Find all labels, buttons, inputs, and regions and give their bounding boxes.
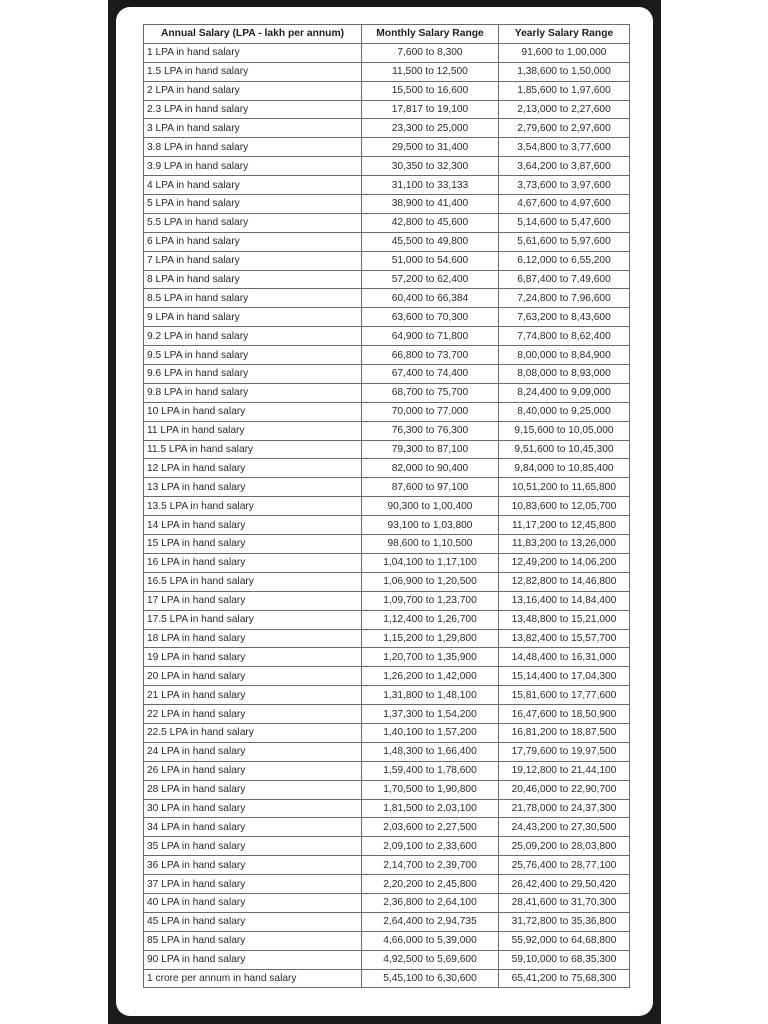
yearly-range-cell: 13,82,400 to 15,57,700 bbox=[499, 629, 630, 648]
monthly-range-cell: 2,20,200 to 2,45,800 bbox=[362, 875, 499, 894]
yearly-range-cell: 91,600 to 1,00,000 bbox=[499, 43, 630, 62]
table-row bbox=[144, 402, 630, 421]
monthly-range-cell: 67,400 to 74,400 bbox=[362, 365, 499, 384]
table-row bbox=[144, 780, 630, 799]
table-row bbox=[144, 705, 630, 724]
monthly-range-cell: 98,600 to 1,10,500 bbox=[362, 535, 499, 554]
monthly-range-cell: 1,81,500 to 2,03,100 bbox=[362, 799, 499, 818]
monthly-range-cell: 60,400 to 66,384 bbox=[362, 289, 499, 308]
table-row bbox=[144, 818, 630, 837]
annual-salary-cell: 40 LPA in hand salary bbox=[144, 893, 362, 912]
monthly-range-cell: 1,09,700 to 1,23,700 bbox=[362, 591, 499, 610]
yearly-range-cell: 16,81,200 to 18,87,500 bbox=[499, 723, 630, 742]
monthly-range-cell: 2,36,800 to 2,64,100 bbox=[362, 893, 499, 912]
table-row bbox=[144, 667, 630, 686]
annual-salary-cell: 85 LPA in hand salary bbox=[144, 931, 362, 950]
yearly-range-cell: 9,84,000 to 10,85,400 bbox=[499, 459, 630, 478]
monthly-range-cell: 1,20,700 to 1,35,900 bbox=[362, 648, 499, 667]
yearly-range-cell: 16,47,600 to 18,50,900 bbox=[499, 705, 630, 724]
yearly-range-cell: 7,63,200 to 8,43,600 bbox=[499, 308, 630, 327]
monthly-range-cell: 1,70,500 to 1,90,800 bbox=[362, 780, 499, 799]
monthly-range-cell: 79,300 to 87,100 bbox=[362, 440, 499, 459]
table-row bbox=[144, 62, 630, 81]
monthly-range-cell: 93,100 to 1,03,800 bbox=[362, 516, 499, 535]
yearly-range-cell: 11,83,200 to 13,26,000 bbox=[499, 535, 630, 554]
monthly-range-cell: 82,000 to 90,400 bbox=[362, 459, 499, 478]
annual-salary-cell: 18 LPA in hand salary bbox=[144, 629, 362, 648]
table-row bbox=[144, 157, 630, 176]
annual-salary-cell: 34 LPA in hand salary bbox=[144, 818, 362, 837]
annual-salary-cell: 11.5 LPA in hand salary bbox=[144, 440, 362, 459]
table-row bbox=[144, 365, 630, 384]
table-row bbox=[144, 119, 630, 138]
annual-salary-cell: 26 LPA in hand salary bbox=[144, 761, 362, 780]
annual-salary-cell: 1 LPA in hand salary bbox=[144, 43, 362, 62]
annual-salary-cell: 5.5 LPA in hand salary bbox=[144, 213, 362, 232]
yearly-range-cell: 7,74,800 to 8,62,400 bbox=[499, 327, 630, 346]
table-row bbox=[144, 478, 630, 497]
monthly-range-cell: 87,600 to 97,100 bbox=[362, 478, 499, 497]
monthly-range-cell: 63,600 to 70,300 bbox=[362, 308, 499, 327]
table-row bbox=[144, 421, 630, 440]
annual-salary-cell: 16.5 LPA in hand salary bbox=[144, 572, 362, 591]
monthly-range-cell: 1,12,400 to 1,26,700 bbox=[362, 610, 499, 629]
salary-table bbox=[143, 24, 630, 988]
table-row bbox=[144, 43, 630, 62]
table-row bbox=[144, 346, 630, 365]
monthly-range-cell: 1,37,300 to 1,54,200 bbox=[362, 705, 499, 724]
yearly-range-cell: 5,14,600 to 5,47,600 bbox=[499, 213, 630, 232]
annual-salary-cell: 17 LPA in hand salary bbox=[144, 591, 362, 610]
table-row bbox=[144, 176, 630, 195]
annual-salary-cell: 13 LPA in hand salary bbox=[144, 478, 362, 497]
header-row bbox=[144, 25, 630, 44]
table-row bbox=[144, 289, 630, 308]
monthly-range-cell: 57,200 to 62,400 bbox=[362, 270, 499, 289]
monthly-range-cell: 2,09,100 to 2,33,600 bbox=[362, 837, 499, 856]
yearly-range-cell: 5,61,600 to 5,97,600 bbox=[499, 232, 630, 251]
annual-salary-cell: 5 LPA in hand salary bbox=[144, 195, 362, 214]
annual-salary-cell: 20 LPA in hand salary bbox=[144, 667, 362, 686]
yearly-range-cell: 10,83,600 to 12,05,700 bbox=[499, 497, 630, 516]
monthly-range-cell: 1,06,900 to 1,20,500 bbox=[362, 572, 499, 591]
monthly-range-cell: 2,03,600 to 2,27,500 bbox=[362, 818, 499, 837]
yearly-range-cell: 21,78,000 to 24,37,300 bbox=[499, 799, 630, 818]
yearly-range-cell: 8,40,000 to 9,25,000 bbox=[499, 402, 630, 421]
table-row bbox=[144, 383, 630, 402]
monthly-range-cell: 70,000 to 77,000 bbox=[362, 402, 499, 421]
annual-salary-cell: 19 LPA in hand salary bbox=[144, 648, 362, 667]
yearly-range-cell: 65,41,200 to 75,68,300 bbox=[499, 969, 630, 988]
annual-salary-cell: 2 LPA in hand salary bbox=[144, 81, 362, 100]
table-row bbox=[144, 553, 630, 572]
table-row bbox=[144, 912, 630, 931]
annual-salary-cell: 36 LPA in hand salary bbox=[144, 856, 362, 875]
annual-salary-cell: 16 LPA in hand salary bbox=[144, 553, 362, 572]
table-row bbox=[144, 856, 630, 875]
yearly-range-cell: 6,12,000 to 6,55,200 bbox=[499, 251, 630, 270]
left-margin bbox=[0, 0, 108, 1024]
annual-salary-cell: 8 LPA in hand salary bbox=[144, 270, 362, 289]
annual-salary-cell: 45 LPA in hand salary bbox=[144, 912, 362, 931]
annual-salary-cell: 90 LPA in hand salary bbox=[144, 950, 362, 969]
annual-salary-cell: 3.9 LPA in hand salary bbox=[144, 157, 362, 176]
table-row bbox=[144, 251, 630, 270]
table-row bbox=[144, 440, 630, 459]
yearly-range-cell: 3,54,800 to 3,77,600 bbox=[499, 138, 630, 157]
monthly-range-cell: 30,350 to 32,300 bbox=[362, 157, 499, 176]
annual-salary-cell: 22.5 LPA in hand salary bbox=[144, 723, 362, 742]
table-row bbox=[144, 742, 630, 761]
table-row bbox=[144, 799, 630, 818]
yearly-range-cell: 15,81,600 to 17,77,600 bbox=[499, 686, 630, 705]
yearly-range-cell: 2,13,000 to 2,27,600 bbox=[499, 100, 630, 119]
yearly-range-cell: 12,82,800 to 14,46,800 bbox=[499, 572, 630, 591]
yearly-range-cell: 13,48,800 to 15,21,000 bbox=[499, 610, 630, 629]
monthly-range-cell: 11,500 to 12,500 bbox=[362, 62, 499, 81]
yearly-range-cell: 10,51,200 to 11,65,800 bbox=[499, 478, 630, 497]
annual-salary-cell: 11 LPA in hand salary bbox=[144, 421, 362, 440]
yearly-range-cell: 25,76,400 to 28,77,100 bbox=[499, 856, 630, 875]
table-row bbox=[144, 308, 630, 327]
table-row bbox=[144, 100, 630, 119]
annual-salary-cell: 4 LPA in hand salary bbox=[144, 176, 362, 195]
table-row bbox=[144, 875, 630, 894]
monthly-range-cell: 17,817 to 19,100 bbox=[362, 100, 499, 119]
table-row bbox=[144, 629, 630, 648]
yearly-range-cell: 8,08,000 to 8,93,000 bbox=[499, 365, 630, 384]
device-frame bbox=[108, 0, 661, 1024]
table-row bbox=[144, 572, 630, 591]
annual-salary-cell: 21 LPA in hand salary bbox=[144, 686, 362, 705]
annual-salary-cell: 30 LPA in hand salary bbox=[144, 799, 362, 818]
monthly-range-cell: 29,500 to 31,400 bbox=[362, 138, 499, 157]
annual-salary-cell: 7 LPA in hand salary bbox=[144, 251, 362, 270]
yearly-range-cell: 6,87,400 to 7,49,600 bbox=[499, 270, 630, 289]
yearly-range-cell: 17,79,600 to 19,97,500 bbox=[499, 742, 630, 761]
yearly-range-cell: 31,72,800 to 35,36,800 bbox=[499, 912, 630, 931]
annual-salary-cell: 14 LPA in hand salary bbox=[144, 516, 362, 535]
monthly-range-cell: 38,900 to 41,400 bbox=[362, 195, 499, 214]
table-row bbox=[144, 591, 630, 610]
annual-salary-cell: 28 LPA in hand salary bbox=[144, 780, 362, 799]
table-row bbox=[144, 686, 630, 705]
monthly-range-cell: 1,59,400 to 1,78,600 bbox=[362, 761, 499, 780]
yearly-range-cell: 1,38,600 to 1,50,000 bbox=[499, 62, 630, 81]
table-row bbox=[144, 893, 630, 912]
annual-salary-cell: 9.6 LPA in hand salary bbox=[144, 365, 362, 384]
table-row bbox=[144, 516, 630, 535]
annual-salary-cell: 1.5 LPA in hand salary bbox=[144, 62, 362, 81]
monthly-range-cell: 4,66,000 to 5,39,000 bbox=[362, 931, 499, 950]
monthly-range-cell: 5,45,100 to 6,30,600 bbox=[362, 969, 499, 988]
monthly-range-cell: 51,000 to 54,600 bbox=[362, 251, 499, 270]
yearly-range-cell: 26,42,400 to 29,50,420 bbox=[499, 875, 630, 894]
yearly-range-cell: 14,48,400 to 16,31,000 bbox=[499, 648, 630, 667]
monthly-range-cell: 64,900 to 71,800 bbox=[362, 327, 499, 346]
annual-salary-cell: 2.3 LPA in hand salary bbox=[144, 100, 362, 119]
monthly-range-cell: 1,04,100 to 1,17,100 bbox=[362, 553, 499, 572]
annual-salary-cell: 9.5 LPA in hand salary bbox=[144, 346, 362, 365]
annual-salary-cell: 15 LPA in hand salary bbox=[144, 535, 362, 554]
yearly-range-cell: 7,24,800 to 7,96,600 bbox=[499, 289, 630, 308]
table-row bbox=[144, 535, 630, 554]
table-row bbox=[144, 459, 630, 478]
yearly-range-cell: 9,51,600 to 10,45,300 bbox=[499, 440, 630, 459]
table-row bbox=[144, 213, 630, 232]
yearly-range-cell: 1,85,600 to 1,97,600 bbox=[499, 81, 630, 100]
table-header bbox=[144, 25, 630, 44]
yearly-range-cell: 4,67,600 to 4,97,600 bbox=[499, 195, 630, 214]
yearly-range-cell: 55,92,000 to 64,68,800 bbox=[499, 931, 630, 950]
annual-salary-cell: 24 LPA in hand salary bbox=[144, 742, 362, 761]
monthly-range-cell: 2,14,700 to 2,39,700 bbox=[362, 856, 499, 875]
monthly-range-cell: 45,500 to 49,800 bbox=[362, 232, 499, 251]
yearly-range-cell: 2,79,600 to 2,97,600 bbox=[499, 119, 630, 138]
annual-salary-cell: 37 LPA in hand salary bbox=[144, 875, 362, 894]
yearly-range-cell: 12,49,200 to 14,06,200 bbox=[499, 553, 630, 572]
annual-salary-cell: 12 LPA in hand salary bbox=[144, 459, 362, 478]
annual-salary-cell: 22 LPA in hand salary bbox=[144, 705, 362, 724]
table-row bbox=[144, 138, 630, 157]
table-row bbox=[144, 969, 630, 988]
annual-salary-cell: 10 LPA in hand salary bbox=[144, 402, 362, 421]
annual-salary-cell: 3.8 LPA in hand salary bbox=[144, 138, 362, 157]
annual-salary-cell: 1 crore per annum in hand salary bbox=[144, 969, 362, 988]
monthly-range-cell: 90,300 to 1,00,400 bbox=[362, 497, 499, 516]
header-annual-salary: Annual Salary (LPA - lakh per annum) bbox=[144, 25, 362, 44]
yearly-range-cell: 9,15,600 to 10,05,000 bbox=[499, 421, 630, 440]
yearly-range-cell: 28,41,600 to 31,70,300 bbox=[499, 893, 630, 912]
monthly-range-cell: 1,15,200 to 1,29,800 bbox=[362, 629, 499, 648]
table-body bbox=[144, 43, 630, 988]
yearly-range-cell: 8,00,000 to 8,84,900 bbox=[499, 346, 630, 365]
monthly-range-cell: 76,300 to 76,300 bbox=[362, 421, 499, 440]
table-row bbox=[144, 497, 630, 516]
annual-salary-cell: 13.5 LPA in hand salary bbox=[144, 497, 362, 516]
annual-salary-cell: 17.5 LPA in hand salary bbox=[144, 610, 362, 629]
yearly-range-cell: 3,64,200 to 3,87,600 bbox=[499, 157, 630, 176]
annual-salary-cell: 9.8 LPA in hand salary bbox=[144, 383, 362, 402]
header-yearly-salary-range: Yearly Salary Range bbox=[499, 25, 630, 44]
yearly-range-cell: 11,17,200 to 12,45,800 bbox=[499, 516, 630, 535]
header-monthly-salary-range: Monthly Salary Range bbox=[362, 25, 499, 44]
table-row bbox=[144, 837, 630, 856]
monthly-range-cell: 66,800 to 73,700 bbox=[362, 346, 499, 365]
monthly-range-cell: 23,300 to 25,000 bbox=[362, 119, 499, 138]
annual-salary-cell: 8.5 LPA in hand salary bbox=[144, 289, 362, 308]
table-row bbox=[144, 270, 630, 289]
annual-salary-cell: 6 LPA in hand salary bbox=[144, 232, 362, 251]
annual-salary-cell: 3 LPA in hand salary bbox=[144, 119, 362, 138]
yearly-range-cell: 24,43,200 to 27,30,500 bbox=[499, 818, 630, 837]
right-margin bbox=[661, 0, 768, 1024]
monthly-range-cell: 1,26,200 to 1,42,000 bbox=[362, 667, 499, 686]
monthly-range-cell: 1,31,800 to 1,48,100 bbox=[362, 686, 499, 705]
table-row bbox=[144, 950, 630, 969]
monthly-range-cell: 4,92,500 to 5,69,600 bbox=[362, 950, 499, 969]
yearly-range-cell: 15,14,400 to 17,04,300 bbox=[499, 667, 630, 686]
table-row bbox=[144, 648, 630, 667]
monthly-range-cell: 2,64,400 to 2,94,735 bbox=[362, 912, 499, 931]
table-row bbox=[144, 232, 630, 251]
table-row bbox=[144, 931, 630, 950]
yearly-range-cell: 13,16,400 to 14,84,400 bbox=[499, 591, 630, 610]
table-row bbox=[144, 327, 630, 346]
screen bbox=[116, 7, 653, 1016]
annual-salary-cell: 9 LPA in hand salary bbox=[144, 308, 362, 327]
monthly-range-cell: 15,500 to 16,600 bbox=[362, 81, 499, 100]
yearly-range-cell: 19,12,800 to 21,44,100 bbox=[499, 761, 630, 780]
monthly-range-cell: 1,48,300 to 1,66,400 bbox=[362, 742, 499, 761]
table-row bbox=[144, 81, 630, 100]
table-row bbox=[144, 195, 630, 214]
yearly-range-cell: 3,73,600 to 3,97,600 bbox=[499, 176, 630, 195]
monthly-range-cell: 7,600 to 8,300 bbox=[362, 43, 499, 62]
yearly-range-cell: 8,24,400 to 9,09,000 bbox=[499, 383, 630, 402]
annual-salary-cell: 9.2 LPA in hand salary bbox=[144, 327, 362, 346]
monthly-range-cell: 31,100 to 33,133 bbox=[362, 176, 499, 195]
yearly-range-cell: 25,09,200 to 28,03,800 bbox=[499, 837, 630, 856]
yearly-range-cell: 59,10,000 to 68,35,300 bbox=[499, 950, 630, 969]
table-row bbox=[144, 610, 630, 629]
table-row bbox=[144, 723, 630, 742]
monthly-range-cell: 68,700 to 75,700 bbox=[362, 383, 499, 402]
monthly-range-cell: 1,40,100 to 1,57,200 bbox=[362, 723, 499, 742]
monthly-range-cell: 42,800 to 45,600 bbox=[362, 213, 499, 232]
annual-salary-cell: 35 LPA in hand salary bbox=[144, 837, 362, 856]
yearly-range-cell: 20,46,000 to 22,90,700 bbox=[499, 780, 630, 799]
table-row bbox=[144, 761, 630, 780]
